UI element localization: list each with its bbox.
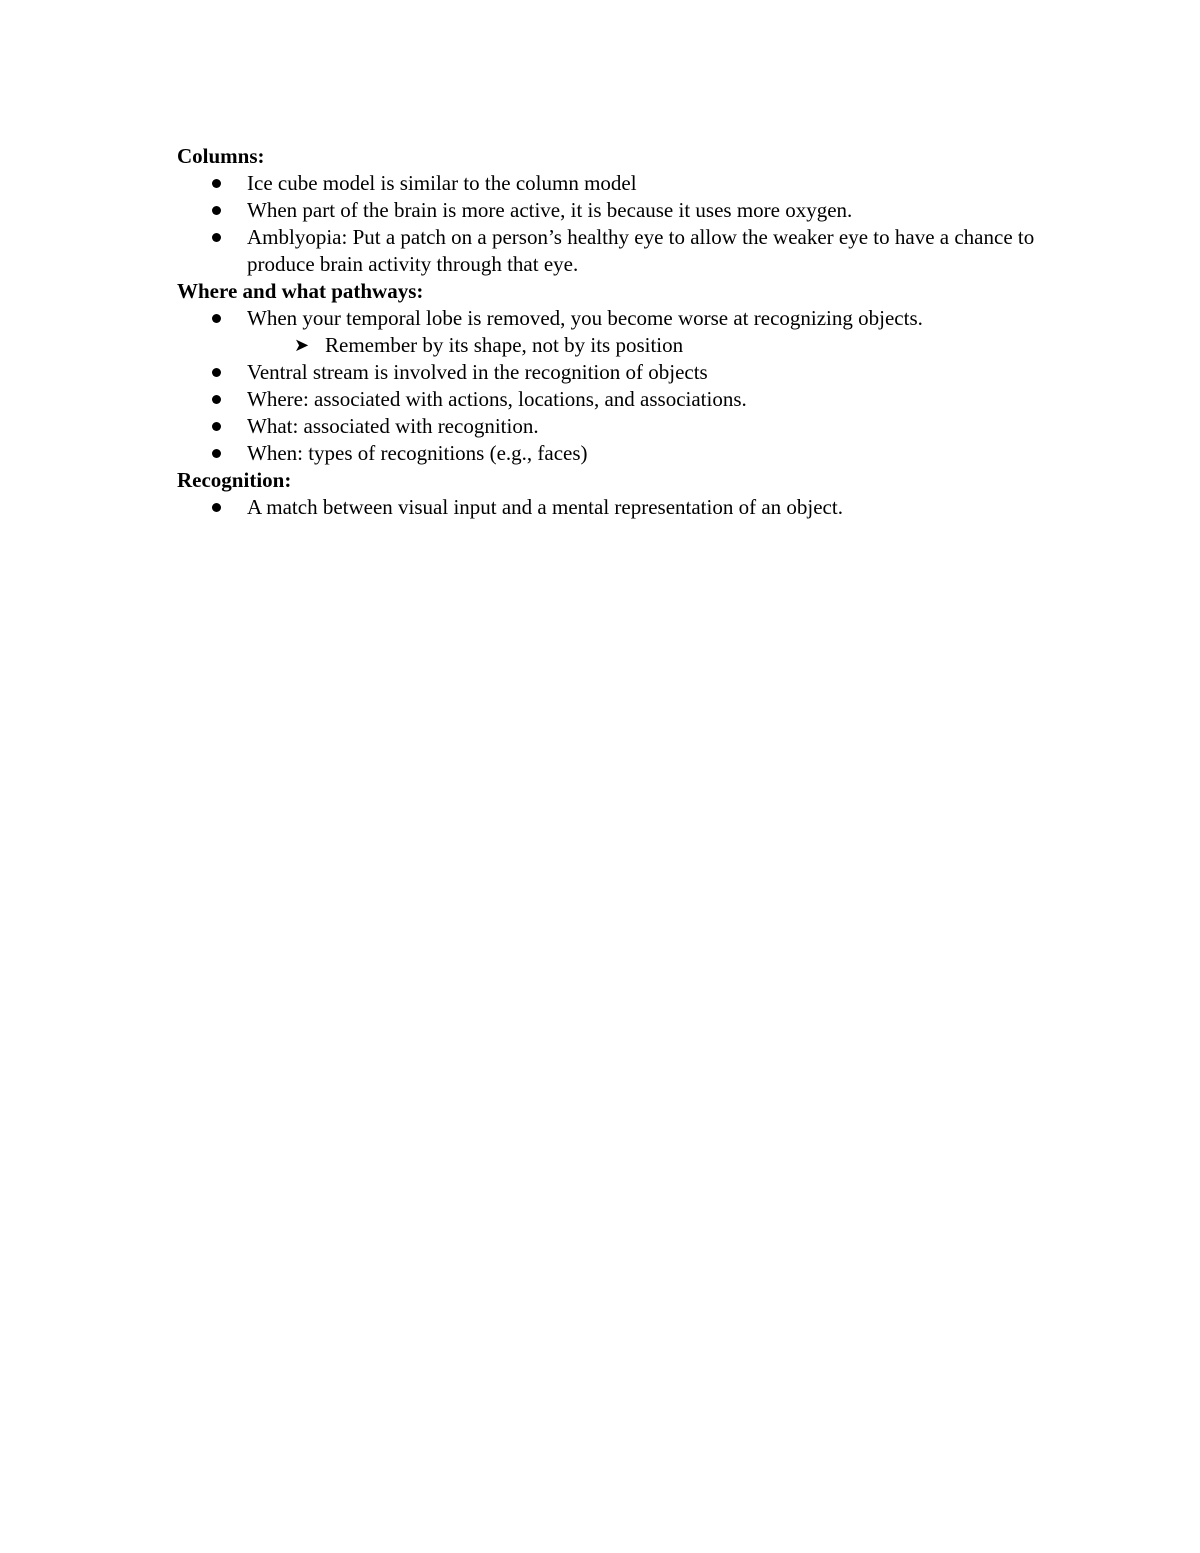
bullet-icon — [212, 503, 221, 512]
bullet-list — [177, 170, 1037, 278]
bullet-icon — [212, 422, 221, 431]
sub-list-item-text: Remember by its shape, not by its position — [325, 333, 684, 357]
list-item-text: Ventral stream is involved in the recognition of objects — [247, 360, 708, 384]
bullet-list — [177, 305, 1037, 332]
list-item — [177, 413, 1037, 440]
section-heading: Columns: — [177, 144, 265, 168]
list-item — [177, 494, 1037, 521]
list-item-text: When: types of recognitions (e.g., faces) — [247, 441, 588, 465]
bullet-icon — [212, 395, 221, 404]
list-item — [177, 359, 1037, 386]
list-item — [177, 305, 1037, 332]
list-item-text: When part of the brain is more active, it is because it uses more oxygen. — [247, 198, 853, 222]
document-page — [177, 143, 1037, 521]
sub-list-item — [247, 332, 1037, 359]
list-item-text: Ice cube model is similar to the column model — [247, 171, 637, 195]
sub-bullet-list — [177, 332, 1037, 359]
arrowhead-bullet-icon: ➤ — [294, 335, 310, 355]
section-heading: Recognition: — [177, 468, 292, 492]
list-item — [177, 224, 1037, 278]
bullet-icon — [212, 449, 221, 458]
bullet-icon — [212, 179, 221, 188]
list-item-text: Where: associated with actions, locations, and associations. — [247, 387, 747, 411]
bullet-list — [177, 494, 1037, 521]
list-item-text: Amblyopia: Put a patch on a person’s healthy eye to allow the weaker eye to have a chance to produce brain activity through that eye. — [247, 225, 1035, 276]
section-recognition — [177, 467, 1037, 521]
bullet-list — [177, 359, 1037, 467]
section-pathways — [177, 278, 1037, 467]
list-item-text: What: associated with recognition. — [247, 414, 539, 438]
list-item-text: A match between visual input and a mental representation of an object. — [247, 495, 843, 519]
bullet-icon — [212, 368, 221, 377]
bullet-icon — [212, 206, 221, 215]
list-item — [177, 170, 1037, 197]
list-item — [177, 440, 1037, 467]
section-columns — [177, 143, 1037, 278]
bullet-icon — [212, 314, 221, 323]
list-item — [177, 386, 1037, 413]
section-heading: Where and what pathways: — [177, 279, 424, 303]
list-item-text: When your temporal lobe is removed, you become worse at recognizing objects. — [247, 306, 923, 330]
list-item — [177, 197, 1037, 224]
bullet-icon — [212, 233, 221, 242]
